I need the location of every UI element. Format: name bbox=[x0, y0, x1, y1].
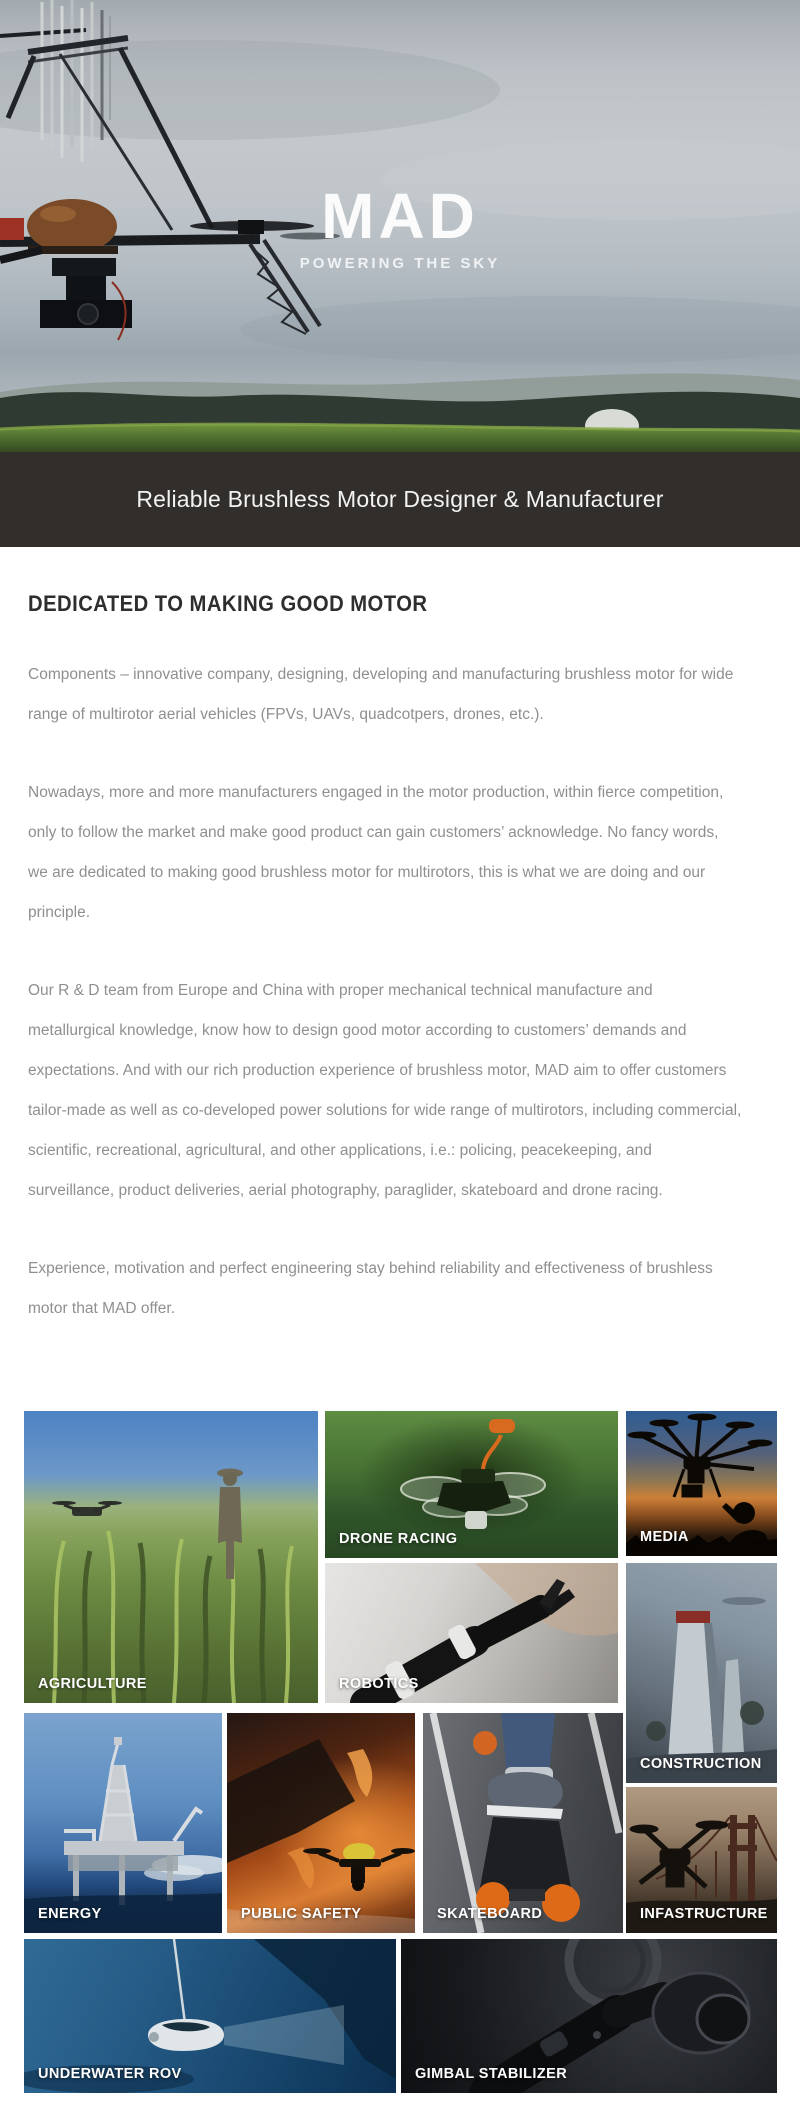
gallery-tile-label: ENERGY bbox=[38, 1906, 102, 1922]
gallery-tile-energy bbox=[24, 1713, 222, 1933]
applications-gallery bbox=[24, 1411, 777, 2093]
gallery-tile-label: AGRICULTURE bbox=[38, 1676, 147, 1692]
gallery-tile-public-safety bbox=[227, 1713, 415, 1933]
gallery-tile-underwater-rov bbox=[24, 1939, 396, 2093]
gallery-tile-robotics bbox=[325, 1563, 618, 1703]
infra-drone-silhouette bbox=[630, 1821, 728, 1887]
gallery-tile-construction bbox=[626, 1563, 777, 1783]
logo-tagline: POWERING THE SKY bbox=[299, 255, 501, 272]
gallery-tile-label: ROBOTICS bbox=[339, 1676, 419, 1692]
gallery-tile-label: MEDIA bbox=[640, 1529, 689, 1545]
hero-section bbox=[0, 0, 800, 452]
banner-text: Reliable Brushless Motor Designer & Manufacturer bbox=[136, 486, 664, 512]
gallery-tile-label: INFASTRUCTURE bbox=[640, 1906, 768, 1922]
agri-drone-silhouette bbox=[52, 1501, 122, 1516]
gallery-tile-gimbal-stabilizer bbox=[401, 1939, 777, 2093]
rov-silhouette bbox=[148, 2005, 344, 2065]
skater-silhouette bbox=[473, 1713, 580, 1922]
gallery-tile-label: CONSTRUCTION bbox=[640, 1756, 762, 1772]
gallery-tile-drone-racing bbox=[325, 1411, 618, 1558]
section-heading: DEDICATED TO MAKING GOOD MOTOR bbox=[28, 591, 428, 616]
mad-logo: MAD bbox=[321, 180, 479, 252]
skateboard-illustration bbox=[423, 1713, 623, 1933]
gallery-tile-agriculture bbox=[24, 1411, 318, 1703]
gallery-tile-skateboard bbox=[423, 1713, 623, 1933]
energy-illustration bbox=[24, 1713, 222, 1933]
about-paragraph-4: Experience, motivation and perfect engineering stay behind reliability and effectiveness of brushless motor that MAD offer. bbox=[28, 1260, 713, 1317]
agriculture-illustration bbox=[24, 1411, 318, 1703]
about-paragraph-2: Nowadays, more and more manufacturers engaged in the motor production, within fierce competition, only to follow the market and make good product can gain customers’ acknowledge. No fancy words, we are dedicated to making good brushless motor for multirotors, this is what we are doing and our principle. bbox=[28, 784, 724, 921]
racing-drone-silhouette bbox=[401, 1419, 545, 1529]
safety-drone-silhouette bbox=[303, 1843, 415, 1891]
farmer-silhouette bbox=[217, 1469, 243, 1580]
public-safety-illustration bbox=[227, 1713, 415, 1933]
about-paragraph-1: Components – innovative company, designing, developing and manufacturing brushless motor for wide range of multirotor aerial vehicles (FPVs, UAVs, quadcotpers, drones, etc.). bbox=[28, 666, 734, 723]
gallery-tile-label: UNDERWATER ROV bbox=[38, 2066, 182, 2082]
octocopter-silhouette bbox=[628, 1414, 772, 1497]
about-paragraph-3: Our R & D team from Europe and China with proper mechanical technical manufacture and metallurgical knowledge, know how to design good motor according to customers’ demands and expectations. And with our rich production experience of brushless motor, MAD aim to offer customers tailor-made as well as co-developed power solutions for wide range of multirotors, including commercial, scientific, recreational, agricultural, and other applications, i.e.: policing, peacekeeping, and surveillance, product deliveries, aerial photography, paraglider, skateboard and drone racing. bbox=[28, 982, 742, 1199]
gallery-tile-label: GIMBAL STABILIZER bbox=[415, 2066, 568, 2082]
tagline-banner bbox=[0, 452, 800, 547]
tower-silhouette bbox=[668, 1611, 744, 1761]
gallery-tile-label: PUBLIC SAFETY bbox=[241, 1906, 362, 1922]
brand-lockup bbox=[0, 180, 800, 272]
about-section bbox=[0, 547, 800, 1411]
gallery-tile-label: SKATEBOARD bbox=[437, 1906, 543, 1922]
gallery-tile-infastructure bbox=[626, 1787, 777, 1933]
gallery-tile-media bbox=[626, 1411, 777, 1556]
gallery-tile-label: DRONE RACING bbox=[339, 1531, 458, 1547]
construction-illustration bbox=[626, 1563, 777, 1783]
